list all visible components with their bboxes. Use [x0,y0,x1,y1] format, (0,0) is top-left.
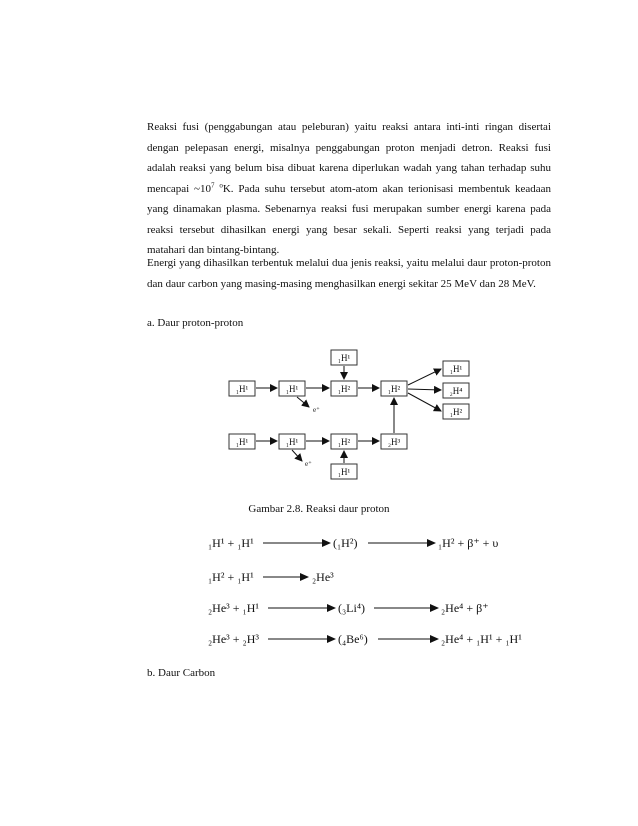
equation-4-intermediate: (₄Be⁶) [338,632,368,646]
emission-positron-1: e⁺ [313,406,320,414]
equation-1 [208,536,498,550]
arrow-r1d-out1 [408,369,441,385]
box-out2-label: ₂H⁴ [449,386,463,396]
equation-3-intermediate: (₃Li⁴) [338,601,366,615]
equation-2-product: ₂He³ [312,570,334,584]
box-bottom [331,464,357,479]
equation-3-rhs: ₂He⁴ + β⁺ [441,601,489,615]
heading-carbon-cycle: b. Daur Carbon [147,667,216,679]
paragraph-fusion-intro-part1: Reaksi fusi (penggabungan atau peleburan) yaitu reaksi antara inti-inti ringan disertai dengan pelepasan energi, misalnya penggabungan proton menjadi detron. Reaksi fusi adalah reaksi yang belum bisa dibuat karena diperlukan wadah yang tahan terhadap suhu mencapai ~10 [147,121,551,195]
box-r2d-label: ₂H³ [387,437,401,447]
box-out3 [443,404,469,419]
box-r1c [331,381,357,396]
equation-4 [208,632,522,646]
box-r2b-label: ₁H¹ [285,437,299,447]
box-top [331,350,357,365]
arrow-r1d-out2 [408,389,441,390]
box-bottom-label: ₁H¹ [337,467,351,477]
equation-1-rhs: ₁H² + β⁺ + υ [438,536,499,550]
box-r1c-label: ₁H² [337,384,351,394]
exponent: 7 [210,180,215,189]
emission-positron-2: e⁺ [305,460,312,468]
box-r1b [279,381,305,396]
equation-1-lhs: ₁H¹ + ₁H¹ [208,536,254,550]
box-r2a-label: ₁H¹ [235,437,249,447]
box-r2c [331,434,357,449]
equation-1-intermediate: (₁H²) [333,536,358,550]
heading-proton-cycle: a. Daur proton-proton [147,317,244,329]
box-r2d [381,434,407,449]
equation-4-rhs: ₂He⁴ + ₁H¹ + ₁H¹ [441,632,522,646]
box-r2b [279,434,305,449]
box-r2a [229,434,255,449]
box-r2c-label: ₁H² [337,437,351,447]
box-r1b-label: ₁H¹ [285,384,299,394]
box-out1-label: ₁H¹ [449,364,463,374]
box-r1d-label: ₁H² [387,384,401,394]
equation-2 [208,570,334,584]
paragraph-energy-cycles: Energi yang dihasilkan terbentuk melalui dua jenis reaksi, yaitu melalui daur proton-proton dan daur carbon yang masing-masing menghasilkan energi sekitar 25 MeV dan 28 MeV. [147,257,551,290]
box-r1a-label: ₁H¹ [235,384,249,394]
equation-3 [208,601,489,615]
box-r1d [381,381,407,396]
paragraph-fusion-intro-part2: K. Pada suhu tersebut atom-atom akan terionisasi membentuk keadaan yang dinamakan plasma. Sebenarnya reaksi fusi merupakan sumber energi karena pada reaksi tersebut dihasilkan energi yang besar sekali. Seperti reaksi yang terjadi pada matahari dan bintang-bintang. [147,182,552,256]
arrow-r1b-emission [297,397,309,407]
figure-caption: Gambar 2.8. Reaksi daur proton [248,503,390,515]
equation-3-lhs: ₂He³ + ₁H¹ [208,601,259,615]
box-top-label: ₁H¹ [337,353,351,363]
arrow-r2b-emission [292,450,302,461]
equation-4-lhs: ₂He³ + ₂H³ [208,632,259,646]
box-out1 [443,361,469,376]
box-r1a [229,381,255,396]
arrow-r1d-out3 [408,393,441,411]
box-out3-label: ₁H² [449,407,463,417]
equation-2-lhs: ₁H² + ₁H¹ [208,570,254,584]
box-out2 [443,383,469,398]
degree-symbol: o [219,180,223,189]
